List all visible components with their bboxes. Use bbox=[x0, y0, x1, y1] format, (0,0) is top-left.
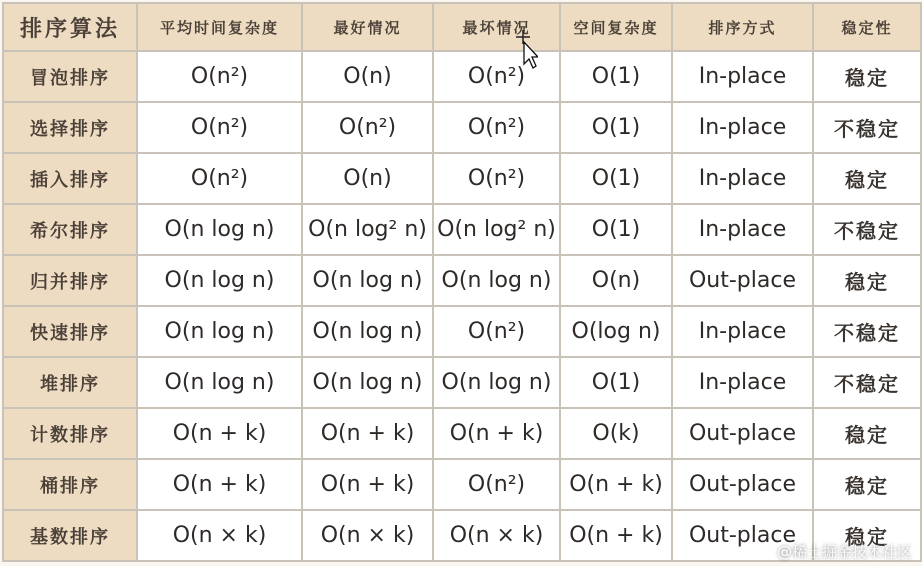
space-cell: O(log n) bbox=[560, 306, 672, 357]
sort-mode-cell: In-place bbox=[672, 306, 813, 357]
best-case-cell: O(n × k) bbox=[302, 510, 433, 561]
worst-case-cell: O(n²) bbox=[433, 153, 560, 204]
algorithm-name: 计数排序 bbox=[3, 408, 137, 459]
table-row bbox=[3, 408, 921, 459]
sort-mode-cell: In-place bbox=[672, 153, 813, 204]
stability-cell: 稳定 bbox=[813, 153, 921, 204]
mouse-cursor-icon bbox=[516, 30, 538, 70]
table-row bbox=[3, 51, 921, 102]
avg-time-cell: O(n log n) bbox=[137, 255, 302, 306]
stability-cell: 稳定 bbox=[813, 51, 921, 102]
avg-time-cell: O(n log n) bbox=[137, 204, 302, 255]
algorithm-name: 归并排序 bbox=[3, 255, 137, 306]
best-case-cell: O(n log n) bbox=[302, 306, 433, 357]
worst-case-cell: O(n²) bbox=[433, 459, 560, 510]
avg-time-cell: O(n log n) bbox=[137, 306, 302, 357]
worst-case-cell: O(n + k) bbox=[433, 408, 560, 459]
algorithm-name: 冒泡排序 bbox=[3, 51, 137, 102]
avg-time-cell: O(n²) bbox=[137, 153, 302, 204]
header-space: 空间复杂度 bbox=[560, 3, 672, 51]
header-sort-mode: 排序方式 bbox=[672, 3, 813, 51]
sort-mode-cell: Out-place bbox=[672, 510, 813, 561]
stability-cell: 不稳定 bbox=[813, 357, 921, 408]
sort-mode-cell: Out-place bbox=[672, 408, 813, 459]
best-case-cell: O(n + k) bbox=[302, 408, 433, 459]
header-best-case: 最好情况 bbox=[302, 3, 433, 51]
space-cell: O(1) bbox=[560, 102, 672, 153]
avg-time-cell: O(n × k) bbox=[137, 510, 302, 561]
header-row bbox=[3, 3, 921, 51]
sorting-complexity-table bbox=[2, 2, 922, 562]
best-case-cell: O(n log² n) bbox=[302, 204, 433, 255]
worst-case-cell: O(n²) bbox=[433, 102, 560, 153]
sort-mode-cell: In-place bbox=[672, 102, 813, 153]
best-case-cell: O(n log n) bbox=[302, 357, 433, 408]
space-cell: O(k) bbox=[560, 408, 672, 459]
table-row bbox=[3, 306, 921, 357]
space-cell: O(n) bbox=[560, 255, 672, 306]
algorithm-name: 插入排序 bbox=[3, 153, 137, 204]
worst-case-cell: O(n log n) bbox=[433, 357, 560, 408]
header-stability: 稳定性 bbox=[813, 3, 921, 51]
worst-case-cell: O(n × k) bbox=[433, 510, 560, 561]
avg-time-cell: O(n + k) bbox=[137, 408, 302, 459]
table-row bbox=[3, 102, 921, 153]
table-row bbox=[3, 204, 921, 255]
stability-cell: 不稳定 bbox=[813, 306, 921, 357]
sort-mode-cell: Out-place bbox=[672, 459, 813, 510]
stability-cell: 稳定 bbox=[813, 255, 921, 306]
table-row bbox=[3, 357, 921, 408]
stability-cell: 不稳定 bbox=[813, 204, 921, 255]
stability-cell: 不稳定 bbox=[813, 102, 921, 153]
algorithm-name: 桶排序 bbox=[3, 459, 137, 510]
algorithm-name: 堆排序 bbox=[3, 357, 137, 408]
space-cell: O(1) bbox=[560, 357, 672, 408]
worst-case-cell: O(n log n) bbox=[433, 255, 560, 306]
sort-mode-cell: In-place bbox=[672, 357, 813, 408]
algorithm-name: 选择排序 bbox=[3, 102, 137, 153]
best-case-cell: O(n log n) bbox=[302, 255, 433, 306]
stability-cell: 稳定 bbox=[813, 459, 921, 510]
stability-cell: 稳定 bbox=[813, 510, 921, 561]
avg-time-cell: O(n²) bbox=[137, 51, 302, 102]
stability-cell: 稳定 bbox=[813, 408, 921, 459]
worst-case-cell: O(n²) bbox=[433, 51, 560, 102]
best-case-cell: O(n) bbox=[302, 153, 433, 204]
best-case-cell: O(n²) bbox=[302, 102, 433, 153]
algorithm-name: 基数排序 bbox=[3, 510, 137, 561]
space-cell: O(n + k) bbox=[560, 510, 672, 561]
table-row bbox=[3, 459, 921, 510]
table-row bbox=[3, 153, 921, 204]
worst-case-cell: O(n²) bbox=[433, 306, 560, 357]
sort-mode-cell: Out-place bbox=[672, 255, 813, 306]
avg-time-cell: O(n + k) bbox=[137, 459, 302, 510]
best-case-cell: O(n + k) bbox=[302, 459, 433, 510]
header-average-time: 平均时间复杂度 bbox=[137, 3, 302, 51]
best-case-cell: O(n) bbox=[302, 51, 433, 102]
space-cell: O(n + k) bbox=[560, 459, 672, 510]
space-cell: O(1) bbox=[560, 51, 672, 102]
avg-time-cell: O(n log n) bbox=[137, 357, 302, 408]
watermark: @稀土掘金技术社区 bbox=[776, 543, 912, 561]
sort-mode-cell: In-place bbox=[672, 204, 813, 255]
worst-case-cell: O(n log² n) bbox=[433, 204, 560, 255]
header-algorithm: 排序算法 bbox=[3, 3, 137, 51]
space-cell: O(1) bbox=[560, 204, 672, 255]
avg-time-cell: O(n²) bbox=[137, 102, 302, 153]
algorithm-name: 快速排序 bbox=[3, 306, 137, 357]
table-row bbox=[3, 255, 921, 306]
sort-mode-cell: In-place bbox=[672, 51, 813, 102]
space-cell: O(1) bbox=[560, 153, 672, 204]
header-worst-case: 最坏情况 bbox=[433, 3, 560, 51]
algorithm-name: 希尔排序 bbox=[3, 204, 137, 255]
